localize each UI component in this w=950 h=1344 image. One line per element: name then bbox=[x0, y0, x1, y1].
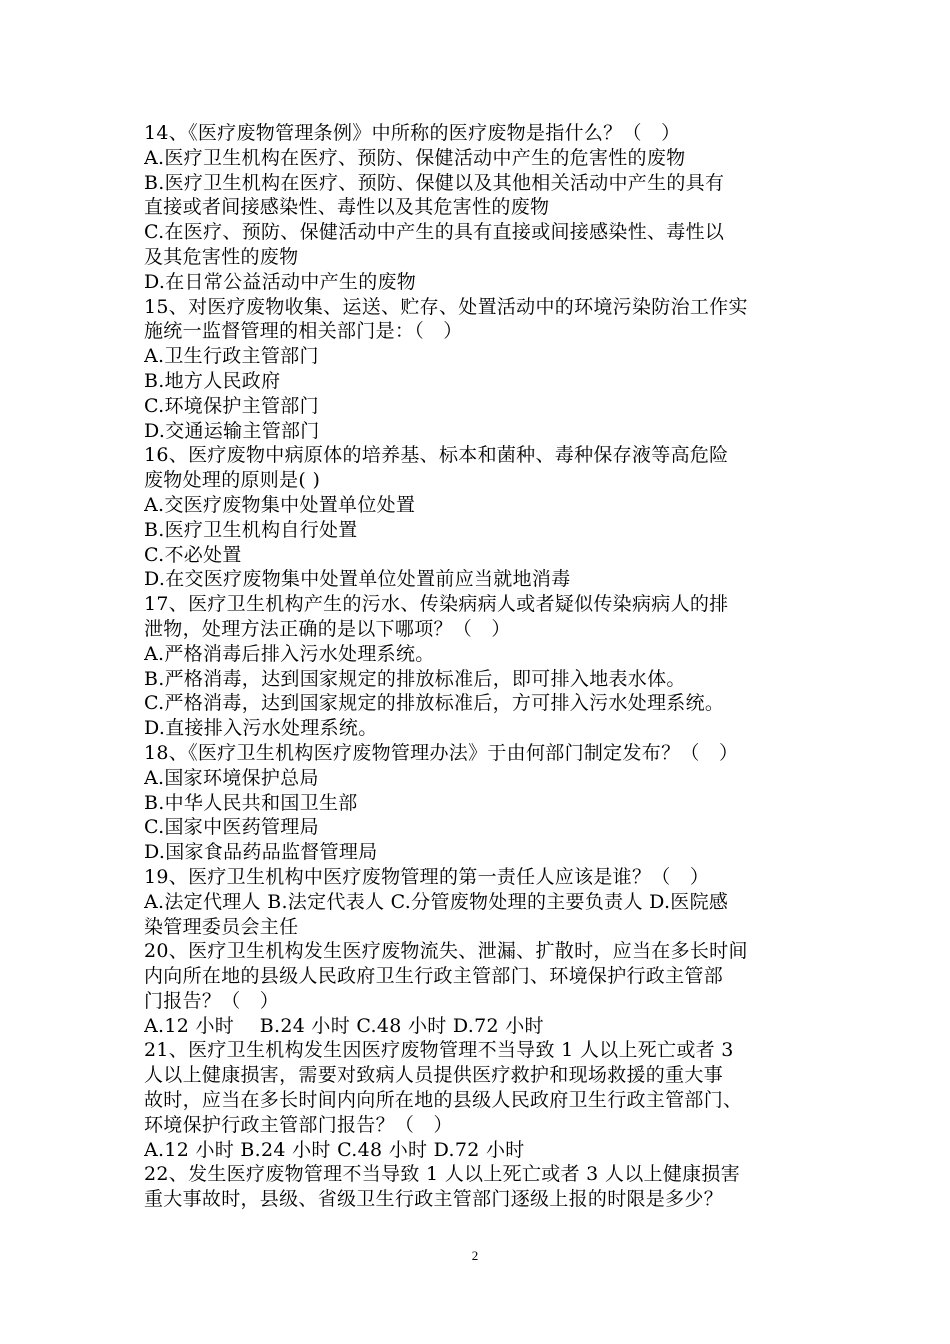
text-line: B.医疗卫生机构自行处置 bbox=[144, 518, 358, 541]
text-line: A.卫生行政主管部门 bbox=[144, 345, 319, 368]
text-line: D.在交医疗废物集中处置单位处置前应当就地消毒 bbox=[144, 568, 571, 591]
page-number: 2 bbox=[471, 1248, 479, 1263]
text-line: B.医疗卫生机构在医疗、预防、保健以及其他相关活动中产生的具有 bbox=[144, 171, 725, 194]
text-line: B.中华人民共和国卫生部 bbox=[144, 791, 358, 814]
text-line: A.医疗卫生机构在医疗、预防、保健活动中产生的危害性的废物 bbox=[144, 146, 686, 169]
text-line: C.国家中医药管理局 bbox=[144, 816, 319, 839]
text-line: 直接或者间接感染性、毒性以及其危害性的废物 bbox=[144, 196, 550, 219]
text-line: A.严格消毒后排入污水处理系统。 bbox=[144, 642, 435, 665]
text-line: 15、对医疗废物收集、运送、贮存、处置活动中的环境污染防治工作实 bbox=[144, 295, 748, 318]
text-line: A.国家环境保护总局 bbox=[144, 766, 319, 789]
text-line: C.不必处置 bbox=[144, 543, 242, 566]
text-line: 21、医疗卫生机构发生因医疗废物管理不当导致 1 人以上死亡或者 3 bbox=[144, 1039, 734, 1062]
text-line: C.在医疗、预防、保健活动中产生的具有直接或间接感染性、毒性以 bbox=[144, 221, 725, 244]
text-line: 重大事故时，县级、省级卫生行政主管部门逐级上报的时限是多少？ bbox=[144, 1188, 724, 1211]
text-line: 14、《医疗废物管理条例》中所称的医疗废物是指什么？（ ） bbox=[144, 122, 681, 144]
text-line: A.12 小时 B.24 小时 C.48 小时 D.72 小时 bbox=[144, 1138, 525, 1161]
text-line: 18、《医疗卫生机构医疗废物管理办法》于由何部门制定发布？（ ） bbox=[144, 741, 739, 764]
text-line: 故时，应当在多长时间内向所在地的县级人民政府卫生行政主管部门、 bbox=[144, 1089, 743, 1112]
text-line: B.严格消毒，达到国家规定的排放标准后，即可排入地表水体。 bbox=[144, 667, 686, 690]
text-line: 19、医疗卫生机构中医疗废物管理的第一责任人应该是谁？（ ） bbox=[144, 865, 710, 888]
text-line: C.环境保护主管部门 bbox=[144, 394, 319, 417]
text-line: 人以上健康损害，需要对致病人员提供医疗救护和现场救援的重大事 bbox=[144, 1064, 724, 1087]
text-line: C.严格消毒，达到国家规定的排放标准后，方可排入污水处理系统。 bbox=[144, 692, 725, 715]
text-line: D.交通运输主管部门 bbox=[144, 419, 320, 442]
text-line: A.法定代理人 B.法定代表人 C.分管废物处理的主要负责人 D.医院感 bbox=[144, 890, 729, 913]
text-line: 废物处理的原则是( ) bbox=[144, 469, 321, 492]
text-line: 染管理委员会主任 bbox=[144, 915, 299, 938]
text-line: 泄物，处理方法正确的是以下哪项？（ ） bbox=[144, 617, 511, 640]
text-line: 20、医疗卫生机构发生医疗废物流失、泄漏、扩散时，应当在多长时间 bbox=[144, 940, 748, 963]
text-line: 16、医疗废物中病原体的培养基、标本和菌种、毒种保存液等高危险 bbox=[144, 444, 729, 467]
document-body bbox=[144, 121, 816, 1212]
text-line: D.在日常公益活动中产生的废物 bbox=[144, 270, 417, 293]
text-line: 内向所在地的县级人民政府卫生行政主管部门、环境保护行政主管部 bbox=[144, 965, 724, 988]
text-line: D.国家食品药品监督管理局 bbox=[144, 841, 378, 864]
text-line: D.直接排入污水处理系统。 bbox=[144, 717, 378, 740]
text-line: 施统一监督管理的相关部门是：（ ） bbox=[144, 320, 463, 343]
text-line: 17、医疗卫生机构产生的污水、传染病病人或者疑似传染病病人的排 bbox=[144, 593, 729, 616]
text-line: 门报告？（ ） bbox=[144, 989, 280, 1012]
text-line: 环境保护行政主管部门报告？（ ） bbox=[144, 1113, 453, 1136]
text-line: 22、发生医疗废物管理不当导致 1 人以上死亡或者 3 人以上健康损害 bbox=[144, 1163, 741, 1186]
text-line: B.地方人民政府 bbox=[144, 369, 281, 392]
text-line: A.交医疗废物集中处置单位处置 bbox=[144, 493, 416, 516]
text-line: 及其危害性的废物 bbox=[144, 245, 299, 268]
text-line: A.12 小时 B.24 小时 C.48 小时 D.72 小时 bbox=[144, 1014, 544, 1037]
